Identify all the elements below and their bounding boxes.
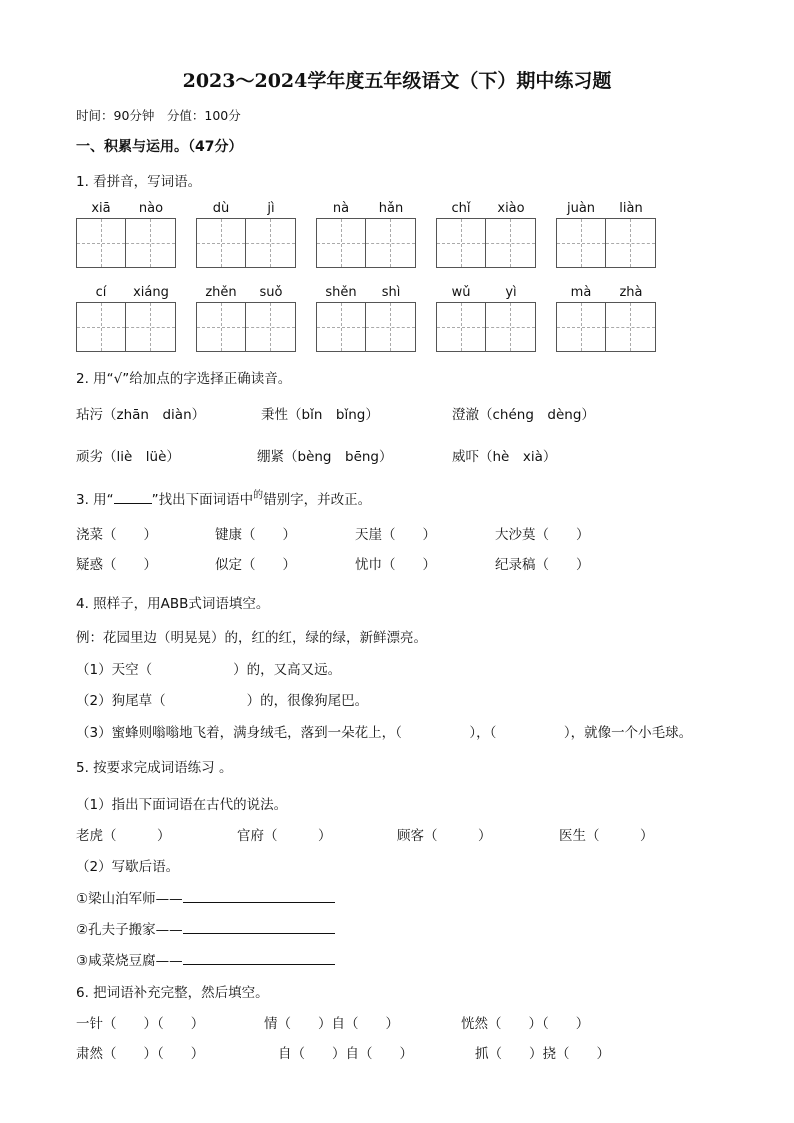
xiehouyu-prompt: ②孔夫子搬家——: [76, 922, 183, 938]
xiehouyu-prompt: ①梁山泊军师——: [76, 891, 183, 907]
idiom-item[interactable]: 情（ ）自（ ）: [264, 1016, 399, 1032]
writing-box[interactable]: [196, 302, 296, 352]
pinyin: yì: [505, 285, 517, 300]
sub-question: （1）指出下面词语在古代的说法。: [76, 797, 288, 813]
idiom-item[interactable]: 一针（ ）（ ）: [76, 1016, 205, 1032]
reading-option[interactable]: 绷紧（bèng bēng）: [257, 449, 393, 465]
xiehouyu-item: [76, 949, 335, 969]
page-title: 2023～2024学年度五年级语文（下）期中练习题: [182, 70, 612, 92]
question-5-prompt: 5. 按要求完成词语练习 。: [76, 760, 233, 776]
typo-item[interactable]: 忧巾（ ）: [355, 557, 436, 573]
answer-line[interactable]: [183, 964, 335, 965]
fill-blank-item[interactable]: （1）天空（ ）的，又高又远。: [76, 662, 342, 678]
pinyin: nà: [332, 201, 350, 216]
pinyin: xiáng: [133, 285, 169, 300]
pinyin: cí: [95, 285, 107, 300]
writing-box[interactable]: [316, 302, 416, 352]
pinyin: xiā: [91, 201, 111, 216]
pinyin: zhěn: [205, 285, 237, 300]
writing-grid-row-2: [76, 302, 716, 352]
reading-option[interactable]: 秉性（bǐn bǐng）: [261, 407, 379, 423]
example-sentence: 例：花园里边（明晃晃）的，红的红，绿的绿，新鲜漂亮。: [76, 630, 427, 646]
writing-box[interactable]: [76, 218, 176, 268]
ancient-word-item[interactable]: 官府（ ）: [237, 828, 332, 844]
idiom-item[interactable]: 恍然（ ）（ ）: [461, 1016, 590, 1032]
writing-box[interactable]: [76, 302, 176, 352]
ancient-word-item[interactable]: 老虎（ ）: [76, 828, 171, 844]
typo-item[interactable]: 键康（ ）: [215, 527, 296, 543]
answer-line[interactable]: [183, 902, 335, 903]
writing-box[interactable]: [556, 302, 656, 352]
pinyin: nào: [138, 201, 164, 216]
prompt-text: ”找出下面词语中: [151, 492, 254, 508]
question-1-prompt: 1. 看拼音，写词语。: [76, 174, 202, 190]
writing-box[interactable]: [436, 218, 536, 268]
question-4-prompt: 4. 照样子，用ABB式词语填空。: [76, 596, 270, 612]
ancient-word-item[interactable]: 医生（ ）: [559, 828, 654, 844]
writing-grid-row-1: [76, 218, 716, 268]
typo-item[interactable]: 纪录稿（ ）: [495, 557, 590, 573]
pinyin: chǐ: [451, 201, 471, 216]
pinyin: shì: [381, 285, 401, 300]
pinyin: wǔ: [451, 285, 471, 300]
writing-box[interactable]: [436, 302, 536, 352]
sub-question: （2）写歇后语。: [76, 859, 180, 875]
reading-option[interactable]: 玷污（zhān diàn）: [76, 407, 206, 423]
pinyin: xiào: [497, 201, 525, 216]
question-3-prompt: [76, 488, 371, 508]
pinyin: juàn: [566, 201, 596, 216]
xiehouyu-prompt: ③咸菜烧豆腐——: [76, 953, 183, 969]
reading-option[interactable]: 澄澈（chéng dèng）: [452, 407, 595, 423]
prompt-text: 3. 用“: [76, 492, 114, 508]
typo-item[interactable]: 浇菜（ ）: [76, 527, 157, 543]
pinyin: mà: [570, 285, 592, 300]
pinyin: dù: [212, 201, 230, 216]
ancient-word-item[interactable]: 顾客（ ）: [397, 828, 492, 844]
xiehouyu-item: [76, 887, 335, 907]
typo-item[interactable]: 天崖（ ）: [355, 527, 436, 543]
writing-box[interactable]: [556, 218, 656, 268]
pinyin: liàn: [619, 201, 643, 216]
underline-mark: [114, 503, 152, 504]
reading-option[interactable]: 威吓（hè xià）: [452, 449, 557, 465]
pinyin: hǎn: [378, 201, 404, 216]
pinyin: zhà: [619, 285, 643, 300]
prompt-text: 错别字，并改正。: [263, 492, 372, 508]
pinyin: suǒ: [259, 285, 283, 300]
reading-option[interactable]: 顽劣（liè lüè）: [76, 449, 180, 465]
exam-info: 时间：90分钟 分值：100分: [76, 108, 241, 123]
pinyin-row-1: [76, 201, 716, 219]
pinyin-row-2: [76, 285, 716, 303]
writing-box[interactable]: [196, 218, 296, 268]
prompt-text: 的: [253, 490, 264, 501]
pinyin: jì: [267, 201, 275, 216]
xiehouyu-item: [76, 918, 335, 938]
section-heading: 一、积累与运用。（47分）: [76, 139, 243, 155]
typo-item[interactable]: 大沙莫（ ）: [495, 527, 590, 543]
fill-blank-item[interactable]: （3）蜜蜂则嗡嗡地飞着，满身绒毛，落到一朵花上，（ ），（ ），就像一个小毛球。: [76, 725, 693, 741]
pinyin: shěn: [325, 285, 357, 300]
answer-line[interactable]: [183, 933, 335, 934]
question-2-prompt: 2. 用“√”给加点的字选择正确读音。: [76, 371, 292, 387]
fill-blank-item[interactable]: （2）狗尾草（ ）的，很像狗尾巴。: [76, 693, 369, 709]
typo-item[interactable]: 似定（ ）: [215, 557, 296, 573]
question-6-prompt: 6. 把词语补充完整，然后填空。: [76, 985, 269, 1001]
idiom-item[interactable]: 抓（ ）挠（ ）: [475, 1046, 610, 1062]
idiom-item[interactable]: 肃然（ ）（ ）: [76, 1046, 205, 1062]
writing-box[interactable]: [316, 218, 416, 268]
typo-item[interactable]: 疑惑（ ）: [76, 557, 157, 573]
idiom-item[interactable]: 自（ ）自（ ）: [278, 1046, 413, 1062]
